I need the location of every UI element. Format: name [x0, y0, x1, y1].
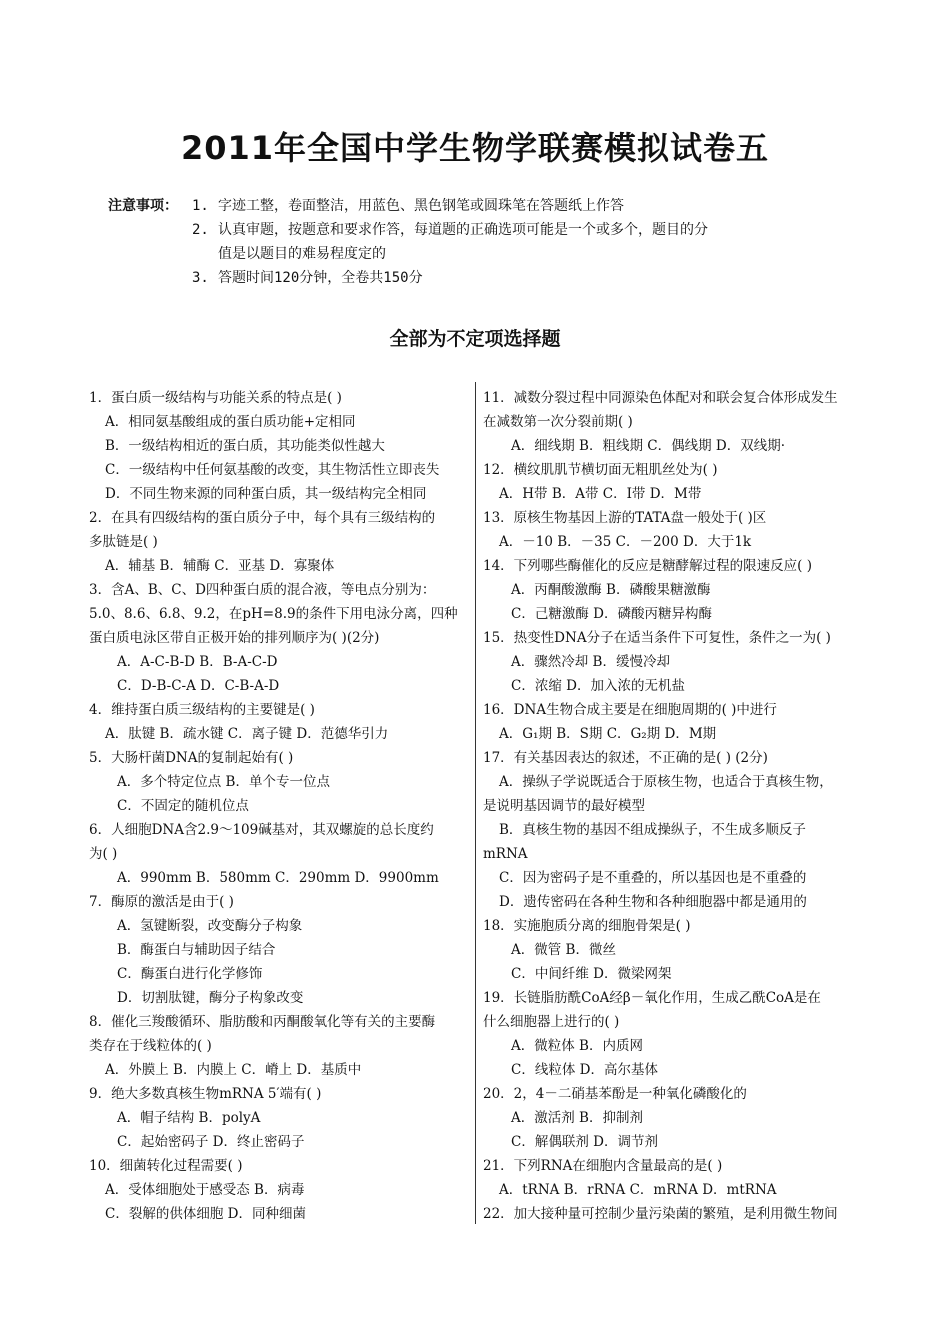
question-line: 4．维持蛋白质三级结构的主要键是( )	[89, 702, 315, 718]
question-line: A．操纵子学说既适合于原核生物，也适合于真核生物，	[499, 774, 833, 790]
note-text: 认真审题，按题意和要求作答，每道题的正确选项可能是一个或多个，题目的分	[218, 222, 708, 238]
question-line: A．激活剂 B．抑制剂	[511, 1110, 643, 1126]
section-title: 全部为不定项选择题	[389, 328, 561, 350]
question-line: C．解偶联剂 D．调节剂	[511, 1134, 658, 1150]
column-divider	[475, 382, 476, 1224]
question-line: 什么细胞器上进行的( )	[483, 1014, 620, 1030]
exam-title: 2011年全国中学生物学联赛模拟试卷五	[180, 129, 770, 167]
question-line: C．因为密码子是不重叠的，所以基因也是不重叠的	[499, 870, 807, 886]
question-line: 16．DNA生物合成主要是在细胞周期的( )中进行	[483, 702, 777, 718]
question-line: B．真核生物的基因不组成操纵子，不生成多顺反子	[499, 822, 806, 838]
question-line: mRNA	[483, 846, 528, 862]
question-line: B．酶蛋白与辅助因子结合	[117, 942, 276, 958]
note-number: 2.	[192, 222, 209, 238]
question-line: C．浓缩 D．加入浓的无机盐	[511, 678, 685, 694]
question-line: A．丙酮酸激酶 B．磷酸果糖激酶	[511, 582, 711, 598]
question-line: A．微管 B．微丝	[511, 942, 616, 958]
question-line: C．D-B-C-A D．C-B-A-D	[117, 678, 280, 694]
question-line: 类存在于线粒体的( )	[89, 1038, 212, 1054]
question-line: 21．下列RNA在细胞内含量最高的是( )	[483, 1158, 723, 1174]
question-line: 9．绝大多数真核生物mRNA 5′端有( )	[89, 1086, 322, 1102]
question-line: A．肽键 B．疏水键 C．离子键 D．范德华引力	[105, 726, 389, 742]
right-question-column	[483, 386, 863, 1226]
question-line: A．990mm B．580mm C．290mm D．9900mm	[117, 870, 439, 886]
question-line: C．裂解的供体细胞 D．同种细菌	[105, 1206, 306, 1222]
question-line: A．H带 B．A带 C．I带 D．M带	[499, 486, 702, 502]
question-line: A．－10 B．－35 C．－200 D．大于1k	[499, 534, 752, 550]
question-line: A．辅基 B．辅酶 C．亚基 D．寡聚体	[105, 558, 335, 574]
question-line: B．一级结构相近的蛋白质，其功能类似性越大	[105, 438, 385, 454]
question-line: 是说明基因调节的最好模型	[483, 798, 645, 814]
question-line: 3．含A、B、C、D四种蛋白质的混合液，等电点分别为：	[89, 582, 436, 598]
question-line: 为( )	[89, 846, 118, 862]
question-line: 8．催化三羧酸循环、脂肪酸和丙酮酸氧化等有关的主要酶	[89, 1014, 436, 1030]
question-line: 10．细菌转化过程需要( )	[89, 1158, 243, 1174]
note-text: 答题时间120分钟，全卷共150分	[218, 270, 423, 286]
question-line: A．氢键断裂，改变酶分子构象	[117, 918, 303, 934]
question-line: A．细线期 B．粗线期 C．偶线期 D．双线期·	[511, 438, 785, 454]
notes-heading: 注意事项：	[108, 198, 178, 214]
question-line: C．线粒体 D．高尔基体	[511, 1062, 658, 1078]
question-line: C．一级结构中任何氨基酸的改变，其生物活性立即丧失	[105, 462, 440, 478]
note-number: 3.	[192, 270, 209, 286]
question-line: 5．大肠杆菌DNA的复制起始有( )	[89, 750, 294, 766]
question-line: A．微粒体 B．内质网	[511, 1038, 643, 1054]
question-line: 多肽链是( )	[89, 534, 158, 550]
question-line: 在减数第一次分裂前期( )	[483, 414, 633, 430]
question-line: D．遗传密码在各种生物和各种细胞器中都是通用的	[499, 894, 807, 910]
question-line: 14．下列哪些酶催化的反应是糖酵解过程的限速反应( )	[483, 558, 813, 574]
question-line: A．帽子结构 B．polyA	[117, 1110, 261, 1126]
question-line: A．受体细胞处于感受态 B．病毒	[105, 1182, 305, 1198]
question-line: A．相同氨基酸组成的蛋白质功能+定相同	[105, 414, 356, 430]
question-line: A．G₁期 B．S期 C．G₂期 D．M期	[499, 726, 717, 742]
question-line: 17．有关基因表达的叙述，不正确的是( ) (2分)	[483, 750, 768, 766]
question-line: A．多个特定位点 B．单个专一位点	[117, 774, 330, 790]
question-line: 7．酶原的激活是由于( )	[89, 894, 234, 910]
question-line: 6．人细胞DNA含2.9～109碱基对，其双螺旋的总长度约	[89, 822, 434, 838]
question-line: 5.0、8.6、6.8、9.2，在pH=8.9的条件下用电泳分离，四种	[89, 606, 458, 622]
question-line: D．切割肽键，酶分子构象改变	[117, 990, 304, 1006]
question-line: 2．在具有四级结构的蛋白质分子中，每个具有三级结构的	[89, 510, 436, 526]
question-line: 12．横纹肌肌节横切面无粗肌丝处为( )	[483, 462, 718, 478]
question-line: C．不固定的随机位点	[117, 798, 249, 814]
left-question-column	[89, 386, 471, 1226]
question-line: 22．加大接种量可控制少量污染菌的繁殖，是利用微生物间	[483, 1206, 838, 1222]
question-line: 蛋白质电泳区带自正极开始的排列顺序为( )(2分)	[89, 630, 380, 646]
question-line: C．己糖激酶 D．磷酸丙糖异构酶	[511, 606, 712, 622]
question-line: C．起始密码子 D．终止密码子	[117, 1134, 305, 1150]
note-number: 1.	[192, 198, 209, 214]
question-line: 11．减数分裂过程中同源染色体配对和联会复合体形成发生	[483, 390, 838, 406]
note-text: 值是以题目的难易程度定的	[218, 246, 386, 262]
question-line: C．中间纤维 D．微梁网架	[511, 966, 672, 982]
question-line: A．外膜上 B．内膜上 C．嵴上 D．基质中	[105, 1062, 362, 1078]
note-text: 字迹工整，卷面整洁，用蓝色、黑色钢笔或圆珠笔在答题纸上作答	[218, 198, 624, 214]
question-line: 20．2，4－二硝基苯酚是一种氧化磷酸化的	[483, 1086, 747, 1102]
question-line: C．酶蛋白进行化学修饰	[117, 966, 263, 982]
question-line: 19．长链脂肪酰CoA经β－氧化作用，生成乙酰CoA是在	[483, 990, 821, 1006]
question-line: A．骤然冷却 B．缓慢冷却	[511, 654, 670, 670]
question-line: A．A-C-B-D B．B-A-C-D	[117, 654, 278, 670]
question-line: D．不同生物来源的同种蛋白质，其一级结构完全相同	[105, 486, 427, 502]
question-line: 13．原核生物基因上游的TATA盘一般处于( )区	[483, 510, 767, 526]
question-line: 15．热变性DNA分子在适当条件下可复性，条件之一为( )	[483, 630, 831, 646]
question-line: 1．蛋白质一级结构与功能关系的特点是( )	[89, 390, 342, 406]
question-line: 18．实施胞质分离的细胞骨架是( )	[483, 918, 691, 934]
question-line: A．tRNA B．rRNA C．mRNA D．mtRNA	[499, 1182, 777, 1198]
